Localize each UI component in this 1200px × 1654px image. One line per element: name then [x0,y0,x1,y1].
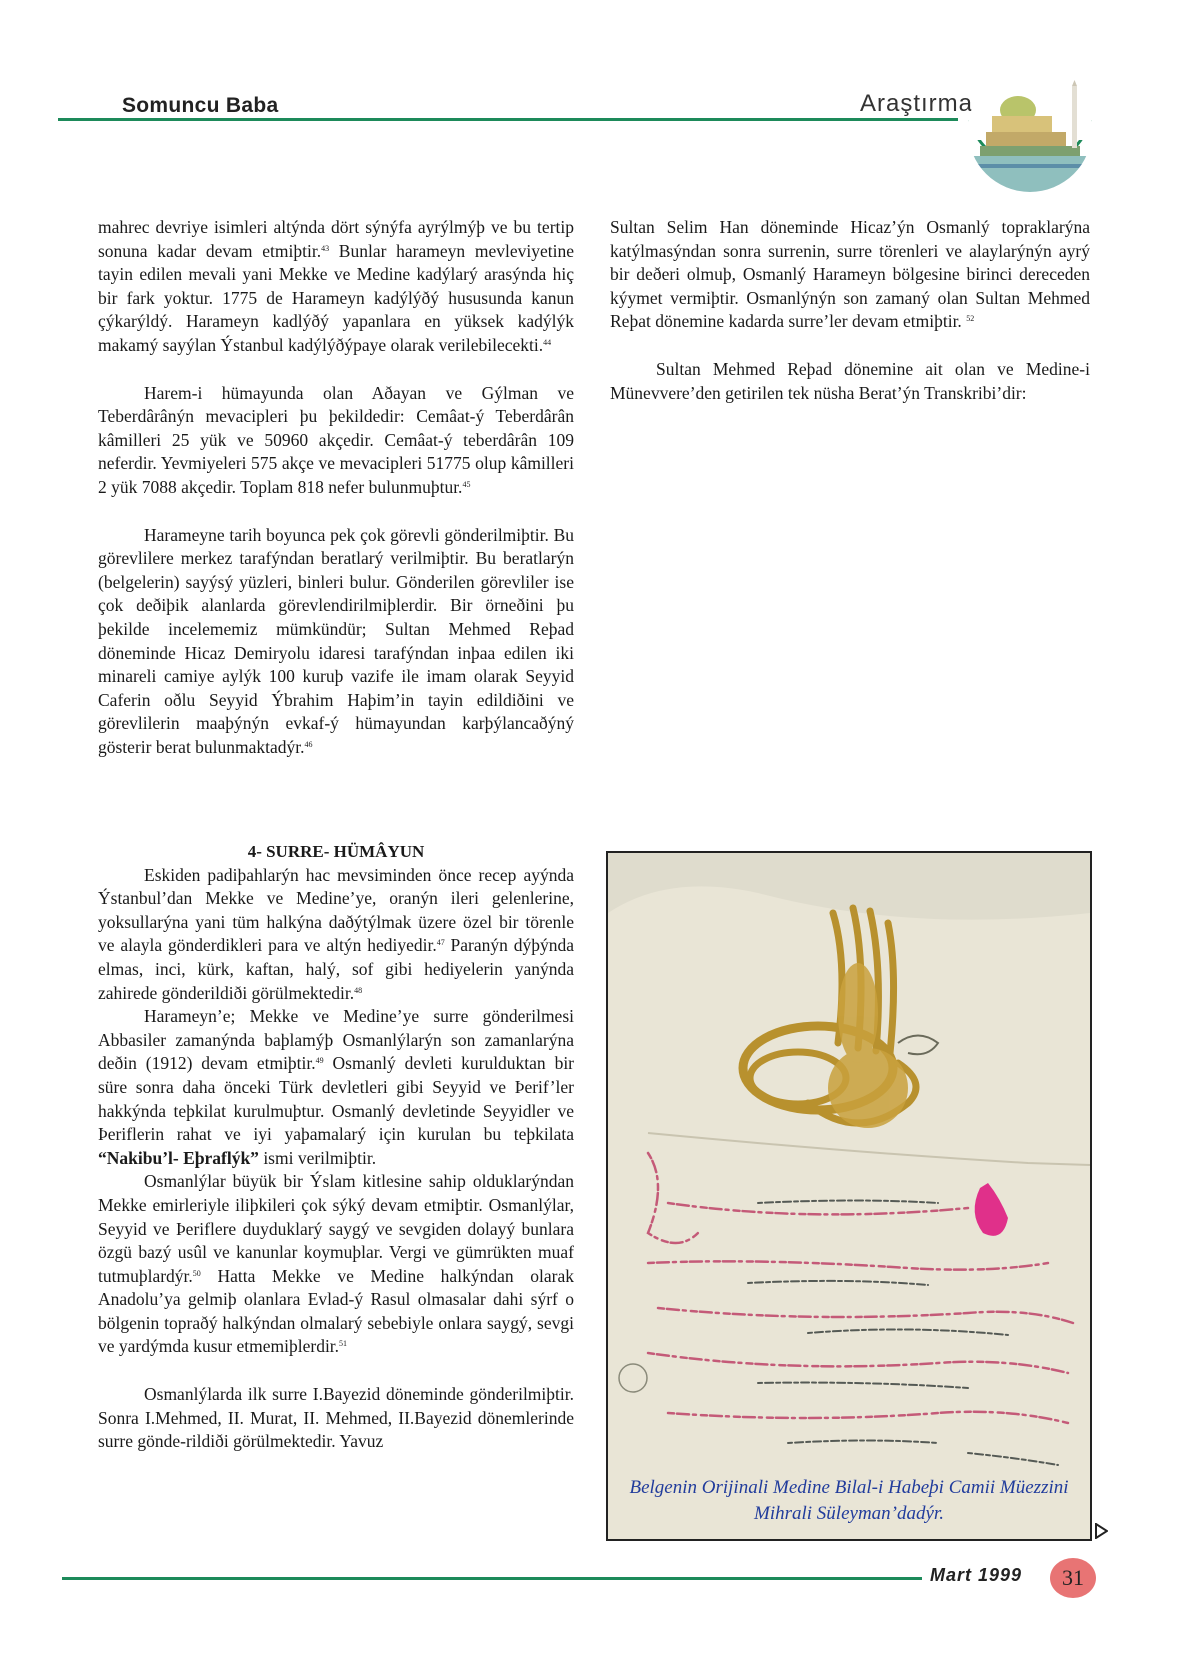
footnote-ref: 46 [304,739,313,749]
footnote-ref: 47 [436,938,445,948]
paragraph: Sultan Mehmed Reþad dönemine ait olan ve Medine-i Münevvere’den getirilen tek nüsha Berat’ýn Transkribi’dir: [610,358,1090,403]
page-number: 31 [1050,1558,1096,1598]
paragraph: Sultan Selim Han döneminde Hicaz’ýn Osmanlý topraklarýna katýlmasýndan sonra surrenin, surre törenleri ve alaylarýnýn ayrý bir deðeri olmuþ, Osmanlý Harameyn bölgesine birinci dereceden kýymet vermiþtir. Osmanlýnýn son zamaný olan Sultan Mehmed Reþat dönemine kadarda surre’ler devam etmiþtir. $^{52}$ [610,217,1090,332]
continue-arrow-icon [1094,1523,1108,1539]
header-rule [58,118,958,121]
paragraph: Harem-i hümayunda olan Aðayan ve Gýlman ve Teberdârânýn mevacipleri þu þekildedir: Cemâat-ý Teberdârân kâmilleri 25 yük ve 50960 akçedir. Cemâat-ý teberdârân 109 neferdir. Yevmiyeleri 575 akçe ve mevacipleri 51775 olup kâmilleri 2 yük 7088 akçedir. Toplam 818 nefer bulunmuþtur.$^{45}$ [98,382,574,497]
issue-date: Mart 1999 [930,1565,1023,1585]
footnote-ref: 52 [966,314,975,324]
paragraph: Osmanlýlar büyük bir Ýslam kitlesine sahip olduklarýndan Mekke emirleriyle iliþkileri çok sýký devam etmiþtir. Osmanlýlar, Seyyid ve Þeriflere duyduklarý saygý ve sevgiden dolayý bunlara özgü bazý usûl ve kanunlar koymuþlar. Vergi ve gümrükten muaf tutmuþlardýr.$^{50}$ Hatta Mekke ve Medine halkýndan olarak Anadolu’ya gelmiþ olanlara Evlad-ý Rasul olmasalar dahi sýrf o bölgenin topraðý halkýndan olmalarý sebebiyle onlara saygý, sevgi ve yardýmda kusur etmemiþlerdir.$^{51}$ [98,1171,574,1357]
footnote-ref: 50 [192,1268,201,1278]
berat-document-image [608,853,1090,1539]
footnote-ref: 48 [354,985,363,995]
paragraph: mahrec devriye isimleri altýnda dört sýnýfa ayrýlmýþ ve bu tertip sonuna kadar devam etmiþtir.$^{43}$ Bunlar harameyn mevleviyetine tayin edilen mevali yani Mekke ve Medine kadýlarý arasýnda hiç bir fark yoktur. 1775 de Harameyn kadýlýðý hususunda kanun çýkarýldý. Harameyn kadlýðý yapanlara en yüksek kadýlýk makamý sayýlan Ýstanbul kadýlýðýpaye olarak verilebilecekti.$^{44}$ [98,217,574,355]
footnote-ref: 45 [462,479,471,489]
mosque-logo [962,80,1097,200]
footnote-ref: 51 [339,1339,348,1349]
document-photo [606,851,1092,1541]
footnote-ref: 43 [321,243,330,253]
left-column-top [98,216,574,759]
section-title: Araştırma [860,90,974,117]
paragraph: Eskiden padiþahlarýn hac mevsiminden önce recep ayýnda Ýstanbul’dan Mekke ve Medine’ye, oranýn ileri gelenlerine, yoksullarýna yani tüm halkýna daðýtýlmak üzere özel bir törenle ve alayla gönderdikleri para ve altýn hediyedir.$^{47}$ Paranýn dýþýnda elmas, inci, kürk, kaftan, halý, sof gibi hediyelerin yanýnda zahirede gönderildiði görülmektedir.$^{48}$ [98,864,574,1003]
paragraph: Harameyn’e; Mekke ve Medine’ye surre gönderilmesi Abbasiler zamanýnda baþlamýþ Osmanlýlarýn son zamanlarýna deðin (1912) devam etmiþtir.$^{49}$ Osmanlý devleti kurulduktan bir süre sonra daha önceki Türk devletleri gibi Seyyid ve Þerif’ler hakkýnda teþkilat kurulmuþtur. Osmanlý devletinde Seyyidler ve Þeriflerin rahat ve iyi yaþamalarý için kurulan bu teþkilata “Nakibu’l- Eþraflýk” ismi verilmiþtir. [98,1006,575,1168]
right-column [610,216,1090,405]
footnote-ref: 44 [543,337,552,347]
figure-caption: Belgenin Orijinali Medine Bilal-i Habeþi Camii Müezzini Mihrali Süleyman’dadýr. [629,1477,1069,1524]
footer-rule [62,1577,922,1580]
section-heading: 4- SURRE- HÜMÂYUN [247,842,425,861]
magazine-title: Somuncu Baba [122,94,279,117]
paragraph: Harameyne tarih boyunca pek çok görevli gönderilmiþtir. Bu görevlilere merkez tarafýndan beratlarý verilmiþtir. Bu beratlarýn (belgelerin) sayýsý yüzleri, binleri bulur. Gönderilen görevliler ise çok deðiþik alanlarda görevlendirilmiþlerdir. Bir örneðini þu þekilde incelememiz mümkündür; Sultan Mehmed Reþad döneminde Hicaz Demiryolu idaresi tarafýndan inþaa edilen iki minareli camiye aylýk 100 kuruþ vazife ile imam olarak Seyyid Caferin oðlu Seyyid Ýbrahim Haþim’in tayin edildiðini ve görevlilerin maaþýnýn evkaf-ý hümayundan karþýlancaðýný gösterir berat bulunmaktadýr.$^{46}$ [98,524,574,757]
paragraph: Osmanlýlarda ilk surre I.Bayezid döneminde gönderilmiþtir. Sonra I.Mehmed, II. Murat, II. Mehmed, II.Bayezid dönemlerinde surre gönde-rildiði görülmektedir. Yavuz [98,1384,574,1452]
left-column-bottom [98,840,574,1454]
footnote-ref: 49 [315,1056,324,1066]
